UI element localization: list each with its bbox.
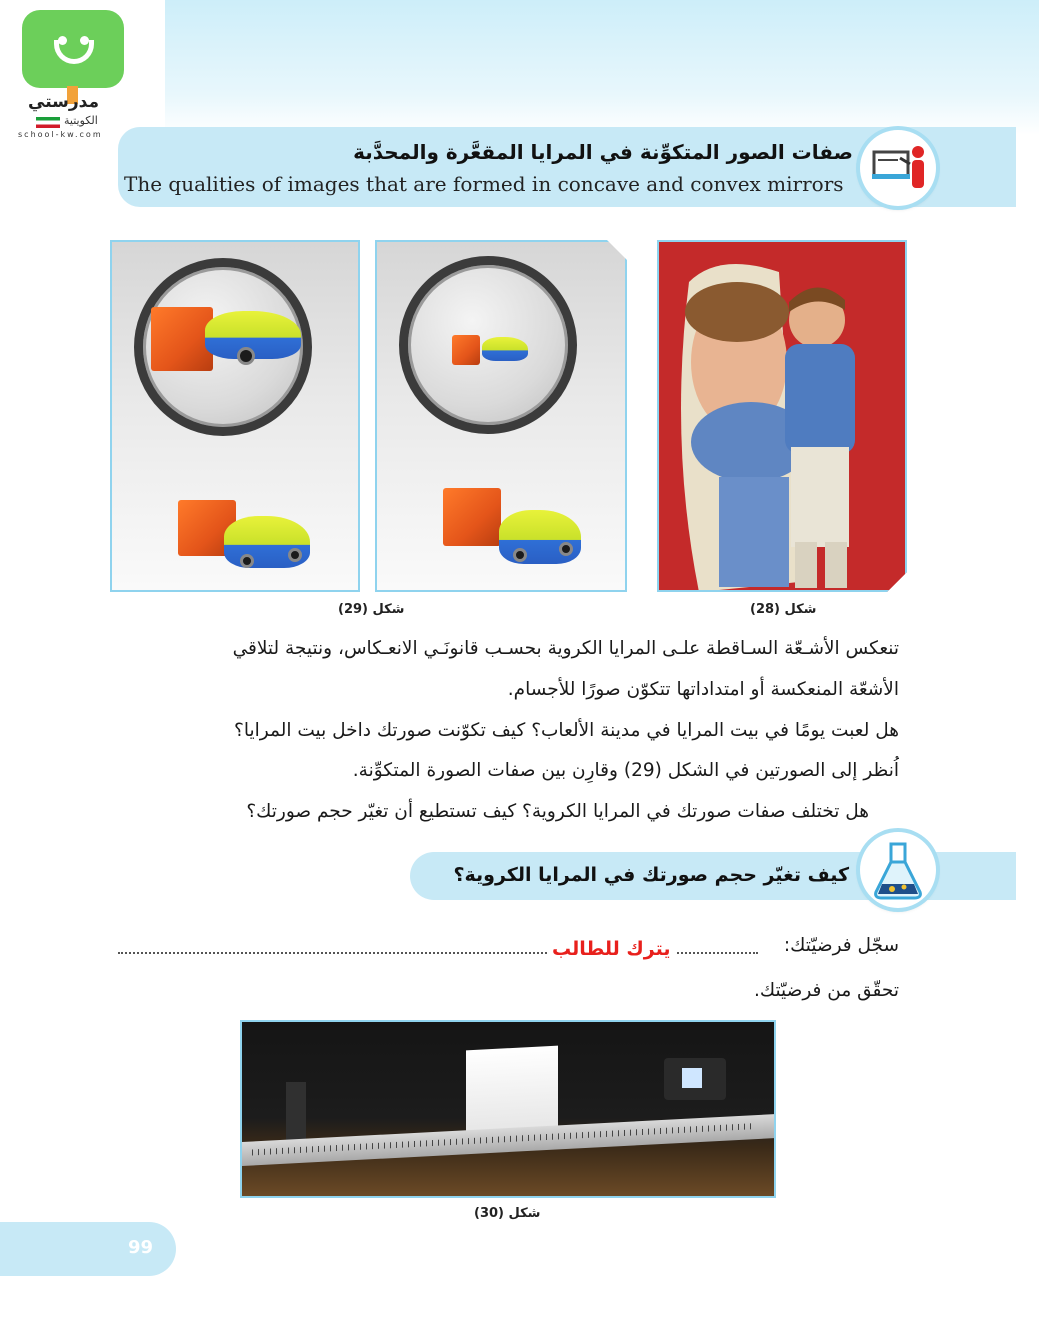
paragraph-3: اُنظر إلى الصورتين في الشكل (29) وقارِن بين صفات الصورة المتكوِّنة. (352, 760, 899, 781)
figure-28-caption: شكل (28) (750, 602, 817, 617)
logo-url: school-kw.com (18, 130, 103, 139)
paragraph-4: هل تختلف صفات صورتك في المرايا الكروية؟ كيف تستطيع أن تغيّر حجم صورتك؟ (246, 801, 869, 822)
white-screen (466, 1046, 558, 1135)
logo-face-icon (22, 10, 124, 88)
figure-29-convex-mirror (375, 240, 627, 592)
light-source (664, 1058, 726, 1100)
page-number: 99 (128, 1237, 154, 1258)
site-logo[interactable] (0, 0, 165, 138)
figure-30-caption: شكل (30) (474, 1206, 541, 1221)
question-title: كيف تغيّر حجم صورتك في المرايا الكروية؟ (453, 864, 849, 886)
figure-29-caption: شكل (29) (338, 602, 405, 617)
hypothesis-label: سجّل فرضيّتك: (783, 935, 899, 956)
verify-hypothesis-label: تحقّق من فرضيّتك. (753, 980, 899, 1001)
logo-name: مدرستي (28, 92, 99, 112)
orange-cube (443, 488, 501, 546)
lab-flask-icon (860, 832, 936, 908)
section-title-arabic: صفات الصور المتكوِّنة في المرايا المقعَّرة والمحدَّبة (353, 140, 853, 164)
figure-29-concave-mirror (110, 240, 360, 592)
paragraph-1-line-1: تنعكس الأشـعّة السـاقطة علـى المرايا الكروية بحسـب قانونَـي الانعـكاس، ونتيجة لتلاقي (232, 638, 899, 659)
figure-28-funhouse-mirror (657, 240, 907, 592)
hypothesis-answer: يترك للطالب (548, 938, 675, 960)
mirror-image (399, 256, 577, 434)
logo-subtitle: الكويتية (64, 114, 98, 127)
figure-30-optical-bench (240, 1020, 776, 1198)
teacher-board-icon (860, 130, 936, 206)
mirror-image (134, 258, 312, 436)
paragraph-2: هل لعبت يومًا في بيت المرايا في مدينة الألعاب؟ كيف تكوّنت صورتك داخل بيت المرايا؟ (234, 720, 899, 741)
section-title-english: The qualities of images that are formed in concave and convex mirrors (124, 172, 844, 196)
toy-car (499, 510, 581, 564)
kuwait-flag-icon (36, 117, 60, 128)
paragraph-1-line-2: الأشعّة المنعكسة أو امتداداتها تتكوّن صورًا للأجسام. (507, 679, 899, 700)
